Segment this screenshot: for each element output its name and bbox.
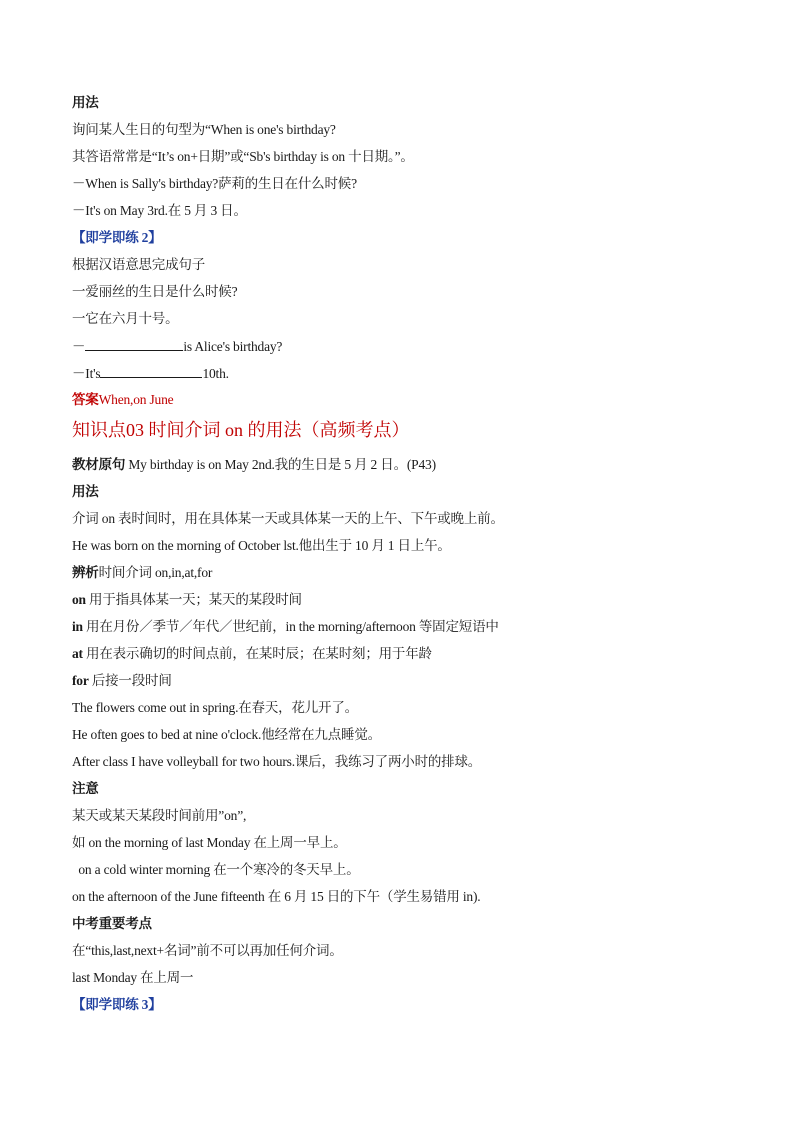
- prep-in-line: [72, 618, 499, 636]
- answer-suffix: 10th.: [202, 366, 229, 381]
- fill-blank-answer: [72, 364, 229, 383]
- exam-line: 在“this,last,next+名词”前不可以再加任何介词。: [72, 943, 343, 958]
- practice-question-cn: 一爱丽丝的生日是什么时候?: [72, 284, 238, 299]
- blank-2[interactable]: [100, 364, 202, 378]
- practice-instruction: 根据汉语意思完成句子: [72, 257, 205, 272]
- usage-label: 用法: [72, 484, 99, 499]
- prep-for-line: [72, 672, 172, 690]
- example-sentence: After class I have volleyball for two hours.课后，我练习了两小时的排球。: [72, 754, 482, 769]
- note-line: 如 on the morning of last Monday 在上周一早上。: [72, 835, 347, 850]
- practice-3-label: 【即学即练 3】: [72, 997, 162, 1012]
- prep-on: on: [72, 592, 86, 607]
- usage-line: 介词 on 表时间时，用在具体某一天或具体某一天的上午、下午或晚上前。: [72, 511, 504, 526]
- answer-text: When,on June: [98, 392, 174, 407]
- practice-answer-cn: 一它在六月十号。: [72, 311, 179, 326]
- dash-prefix: －: [72, 339, 86, 354]
- prep-for: for: [72, 673, 89, 688]
- analysis-line: [72, 564, 212, 582]
- usage-example: He was born on the morning of October lst.他出生于 10 月 1 日上午。: [72, 538, 451, 553]
- answer-line: [72, 391, 173, 409]
- usage-line: 询问某人生日的句型为“When is one's birthday?: [72, 122, 336, 137]
- analysis-text: 时间介词 on,in,at,for: [98, 565, 213, 580]
- example-sentence: The flowers come out in spring.在春天，花儿开了。: [72, 700, 358, 715]
- prep-in-text: 用在月份／季节／年代／世纪前，in the morning/afternoon 等固定短语中: [82, 619, 499, 634]
- source-text: My birthday is on May 2nd.我的生日是 5 月 2 日。(P43): [125, 457, 436, 472]
- prep-at: at: [72, 646, 83, 661]
- knowledge-point-heading: 知识点03 时间介词 on 的用法（高频考点）: [72, 420, 410, 440]
- exam-line: last Monday 在上周一: [72, 970, 194, 985]
- prep-at-text: 用在表示确切的时间点前，在某时辰；在某时刻；用于年龄: [82, 646, 432, 661]
- note-line: on a cold winter morning 在一个寒冷的冬天早上。: [72, 862, 360, 877]
- fill-blank-question: [72, 337, 282, 356]
- answer-label: 答案: [72, 392, 99, 407]
- question-suffix: is Alice's birthday?: [183, 339, 283, 354]
- example-sentence: He often goes to bed at nine o'clock.他经常在九点睡觉。: [72, 727, 381, 742]
- note-line: on the afternoon of the June fifteenth 在 6 月 15 日的下午（学生易错用 in).: [72, 889, 481, 904]
- prep-on-line: [72, 591, 302, 609]
- source-label: 教材原句: [72, 457, 126, 472]
- prep-at-line: [72, 645, 432, 663]
- prep-for-text: 后接一段时间: [88, 673, 172, 688]
- exam-label: 中考重要考点: [72, 916, 152, 931]
- analysis-label: 辨析: [72, 565, 99, 580]
- blank-1[interactable]: [85, 337, 183, 351]
- note-label: 注意: [72, 781, 99, 796]
- usage-label: 用法: [72, 95, 99, 110]
- example-answer: －It's on May 3rd.在 5 月 3 日。: [72, 203, 247, 218]
- prep-on-text: 用于指具体某一天；某天的某段时间: [85, 592, 302, 607]
- prep-in: in: [72, 619, 83, 634]
- source-sentence: [72, 456, 436, 474]
- practice-2-label: 【即学即练 2】: [72, 230, 162, 245]
- note-line: 某天或某天某段时间前用”on”,: [72, 808, 247, 823]
- example-question: －When is Sally's birthday?萨莉的生日在什么时候?: [72, 176, 357, 191]
- usage-line: 其答语常常是“It’s on+日期”或“Sb's birthday is on 十日期。”。: [72, 149, 414, 164]
- answer-prefix: －It's: [72, 366, 101, 381]
